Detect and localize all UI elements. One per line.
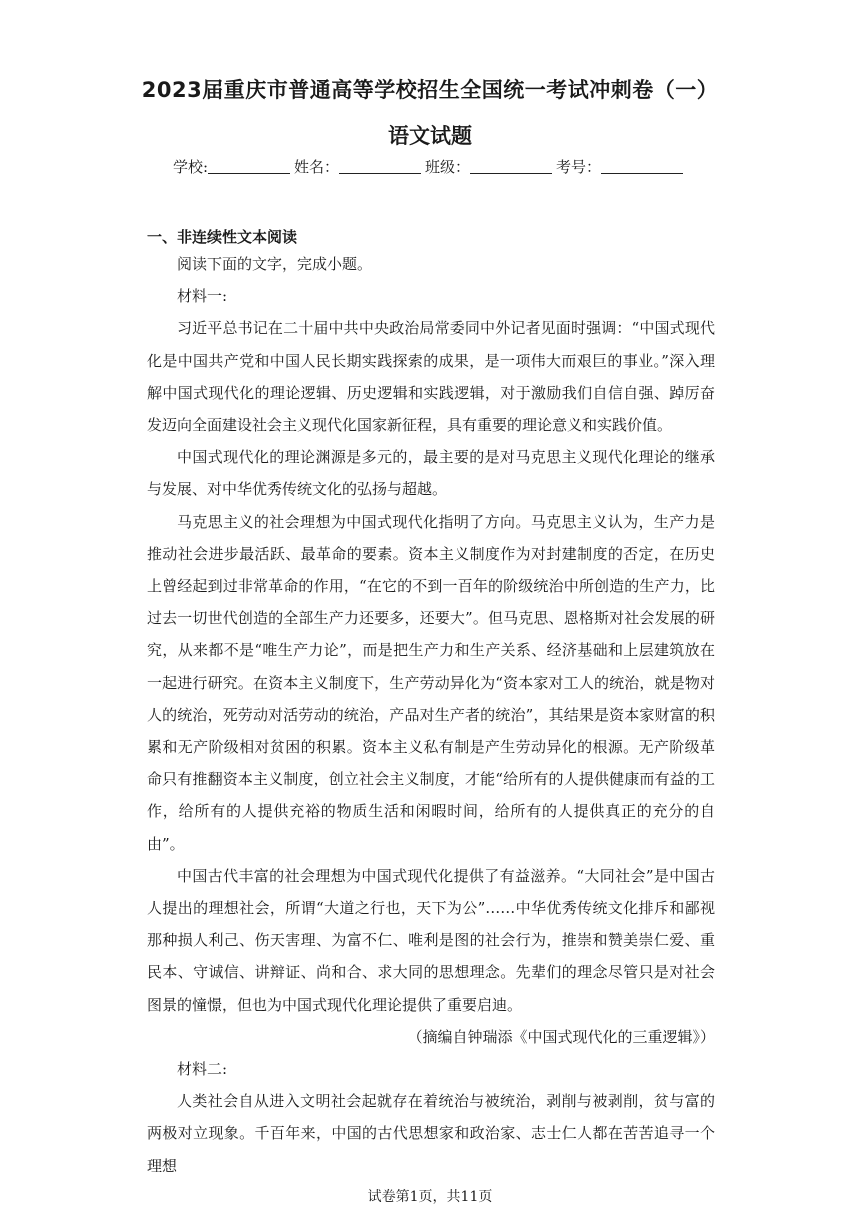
material1-source: （摘编自钟瑞添《中国式现代化的三重逻辑》） (407, 1027, 715, 1046)
material2-paragraph-1: 人类社会自从进入文明社会起就存在着统治与被统治，剥削与被剥削，贫与富的两极对立现象。千百年来，中国的古代思想家和政治家、志士仁人都在苦苦追寻一个理想 (147, 1092, 715, 1175)
material1-paragraph-1: 习近平总书记在二十届中共中央政治局常委同中外记者见面时强调：“中国式现代化是中国共产党和中国人民长期实践探索的成果，是一项伟大而艰巨的事业。”深入理解中国式现代化的理论逻辑、历史逻辑和实践逻辑，对于激励我们自信自强、踔厉奋发迈向全面建设社会主义现代化国家新征程，具有重要的理论意义和实践价值。 (147, 319, 715, 435)
material1-paragraph-2: 中国式现代化的理论渊源是多元的，最主要的是对马克思主义现代化理论的继承与发展、对中华优秀传统文化的弘扬与超越。 (147, 448, 715, 499)
section-heading: 一、非连续性文本阅读 (147, 228, 298, 246)
exam-number-label: 考号： (556, 158, 602, 176)
exam-subtitle: 语文试题 (388, 124, 472, 148)
student-info-row (0, 156, 860, 177)
material2-label: 材料二: (177, 1060, 228, 1079)
material1-paragraph-4: 中国古代丰富的社会理想为中国式现代化提供了有益滋养。“大同社会”是中国古人提出的理想社会，所谓“大道之行也，天下为公”……中华优秀传统文化排斥和鄙视那种损人利己、伤天害理、为富不仁、唯利是图的社会行为，推崇和赞美崇仁爱、重民本、守诚信、讲辩证、尚和合、求大同的思想理念。先辈们的理念尽管只是对社会图景的憧憬，但也为中国式现代化理论提供了重要启迪。 (147, 866, 715, 1014)
name-blank (339, 159, 421, 174)
page-footer: 试卷第1页，共11页 (367, 1189, 493, 1205)
instruction-text: 阅读下面的文字，完成小题。 (177, 255, 373, 273)
reading-content (147, 248, 715, 1182)
material1-label: 材料一: (177, 287, 228, 306)
school-blank (208, 159, 290, 174)
school-label: 学校: (172, 158, 208, 176)
exam-title: 2023届重庆市普通高等学校招生全国统一考试冲刺卷（一） (141, 78, 719, 102)
class-blank (470, 159, 552, 174)
class-label: 班级： (425, 158, 471, 176)
exam-number-blank (601, 159, 683, 174)
name-label: 姓名： (294, 158, 340, 176)
material1-paragraph-3: 马克思主义的社会理想为中国式现代化指明了方向。马克思主义认为，生产力是推动社会进步最活跃、最革命的要素。资本主义制度作为对封建制度的否定，在历史上曾经起到过非常革命的作用，“在它的不到一百年的阶级统治中所创造的生产力，比过去一切世代创造的全部生产力还要多，还要大”。但马克思、恩格斯对社会发展的研究，从来都不是“唯生产力论”，而是把生产力和生产关系、经济基础和上层建筑放在一起进行研究。在资本主义制度下，生产劳动异化为“资本家对工人的统治，就是物对人的统治，死劳动对活劳动的统治，产品对生产者的统治”，其结果是资本家财富的积累和无产阶级相对贫困的积累。资本主义私有制是产生劳动异化的根源。无产阶级革命只有推翻资本主义制度，创立社会主义制度，才能“给所有的人提供健康而有益的工作，给所有的人提供充裕的物质生活和闲暇时间，给所有的人提供真正的充分的自由”。 (147, 512, 715, 853)
